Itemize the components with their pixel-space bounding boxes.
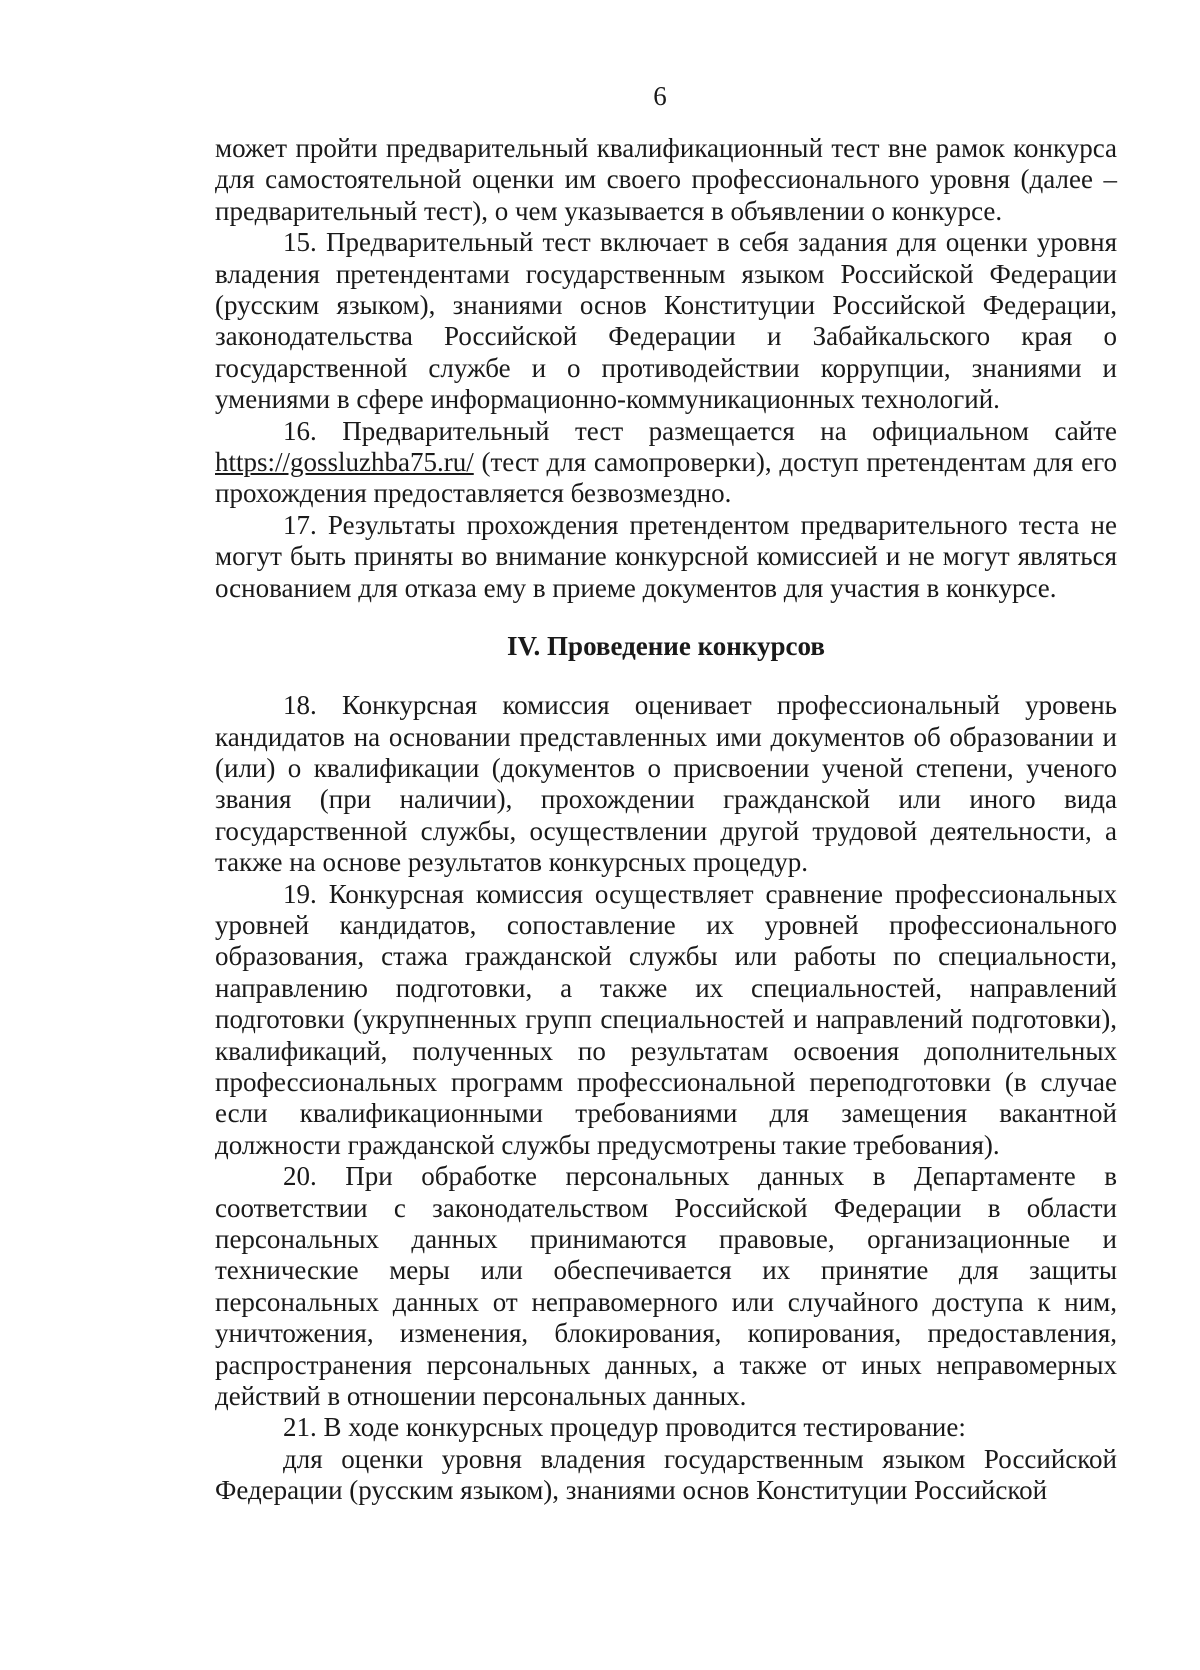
paragraph-19: 19. Конкурсная комиссия осуществляет сравнение профессиональных уровней кандидатов, сопоставление их уровней профессионального образования, стажа гражданской службы или работы по специальности, направлению подготовки, а также их специальностей, направлений подготовки (укрупненных групп специальностей и направлений подготовки), квалификаций, полученных по результатам освоения дополнительных профессиональных программ профессиональной переподготовки (в случае если квалификационными требованиями для замещения вакантной должности гражданской службы предусмотрены такие требования). xyxy=(215,878,1117,1160)
paragraph-17: 17. Результаты прохождения претендентом предварительного теста не могут быть приняты во внимание конкурсной комиссией и не могут являться основанием для отказа ему в приеме документов для участия в конкурсе. xyxy=(215,509,1117,603)
paragraph-18: 18. Конкурсная комиссия оценивает профессиональный уровень кандидатов на основании представленных ими документов об образовании и (или) о квалификации (документов о присвоении ученой степени, ученого звания (при наличии), прохождении гражданской или иного вида государственной службы, осуществлении другой трудовой деятельности, а также на основе результатов конкурсных процедур. xyxy=(215,690,1117,878)
gossluzhba-link[interactable]: https://gossluzhba75.ru/ xyxy=(215,447,474,478)
document-body xyxy=(215,133,1117,1507)
section-heading: IV. Проведение конкурсов xyxy=(507,631,825,662)
page-number: 6 xyxy=(653,81,667,111)
paragraph-15: 15. Предварительный тест включает в себя задания для оценки уровня владения претендентами государственным языком Российской Федерации (русским языком), знаниями основ Конституции Российской Федерации, законодательства Российской Федерации и Забайкальского края о государственной службе и о противодействии коррупции, знаниями и умениями в сфере информационно-коммуникационных технологий. xyxy=(215,227,1117,415)
paragraph-16-start: 16. Предварительный тест размещается на официальном сайте xyxy=(283,415,1117,446)
paragraph-20: 20. При обработке персональных данных в Департаменте в соответствии с законодательством Российской Федерации в области персональных данных принимаются правовые, организационные и технические меры или обеспечивается их принятие для защиты персональных данных от неправомерного или случайного доступа к ним, уничтожения, изменения, блокирования, копирования, предоставления, распространения персональных данных, а также от иных неправомерных действий в отношении персональных данных. xyxy=(215,1161,1117,1412)
paragraph-continued: может пройти предварительный квалификационный тест вне рамок конкурса для самостоятельной оценки им своего профессионального уровня (далее – предварительный тест), о чем указывается в объявлении о конкурсе. xyxy=(215,133,1117,226)
paragraph-16-end: (тест для самопроверки), доступ претендентам для его прохождения предоставляется безвозмездно. xyxy=(215,447,1117,509)
paragraph-16 xyxy=(215,416,1117,510)
paragraph-21-subitem: для оценки уровня владения государственным языком Российской Федерации (русским языком), знаниями основ Конституции Российской xyxy=(215,1443,1117,1506)
paragraph-21: 21. В ходе конкурсных процедур проводится тестирование: xyxy=(283,1412,966,1443)
